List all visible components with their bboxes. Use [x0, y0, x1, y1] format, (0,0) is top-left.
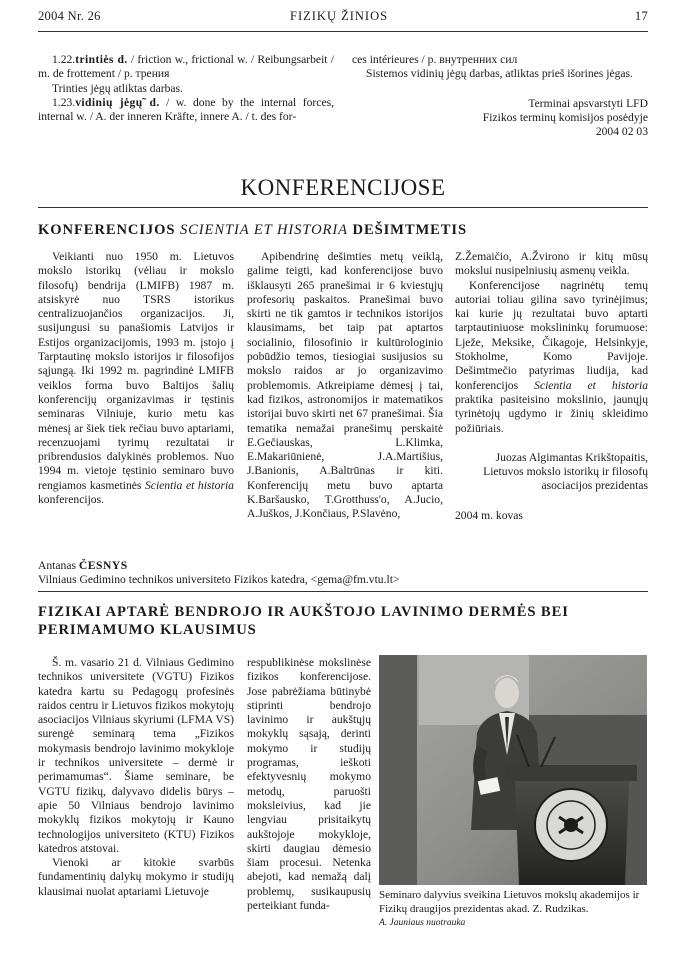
issue-label: 2004 Nr. 26 — [38, 9, 101, 23]
paragraph: Š. m. vasario 21 d. Vilniaus Gedimino technikos universitete (VGTU) Fizikos katedra kartu su Pedagogų profesinės raidos centru ir Lietuvos fizikos mokytojų asociacijos Vilniaus skyriumi (LFMA VS) surengė seminarą tema „Fizikos mokymasis bendrojo lavinimo mokykloje ir technikos universitete – dermė ir perimamumas“. Šiame seminare, be VGTU fizikų, dalyvavo didelis būrys – apie 50 Vilniaus bendrojo lavinimo mokyklų fizikos mokytojų ir Kauno technologijos universiteto (KTU) Fizikos katedros atstovai. — [38, 656, 234, 855]
journal-title: FIZIKŲ ŽINIOS — [290, 9, 389, 23]
entry-definition: Sistemos vidinių jėgų darbas, atliktas prieš išorines jėgas. — [366, 67, 633, 81]
paragraph — [455, 279, 648, 436]
author-last-name: ČESNYS — [78, 559, 128, 572]
section-title: KONFERENCIJOSE — [240, 175, 446, 200]
paragraph: Z.Žemaičio, A.Žvirono ir kitų mūsų mokslui nusipelniusių asmenų veikla. — [455, 250, 648, 278]
paragraph — [38, 250, 234, 507]
photo-illustration — [379, 655, 647, 885]
italic-term: Scientia et historia — [145, 478, 234, 492]
signature — [455, 451, 648, 494]
article2-column-2 — [247, 656, 371, 913]
author-first-name: Antanas — [38, 559, 76, 572]
paragraph-text: Konferencijose nagrinėtų temų autoriai toliau gilina savo tyrinėjimus; kai kurie jų rezultatai buvo aptarti tarptautiniuose mokslininkų forumuose: Lježe, Meksike, Čikagoje, Helsinkyje, Stokholme, Komo Pavijoje. Dešimtmečio patyrimas liudija, kad konferencijos — [455, 278, 648, 392]
glossary-entry-1-23 — [38, 96, 334, 125]
entry-definition: Trinties jėgų atliktas darbas. — [52, 81, 183, 95]
entry-number: 1.22. — [52, 53, 76, 66]
article-title — [38, 221, 648, 239]
glossary-entry-1-22 — [38, 53, 334, 82]
entry-translations: / friction w., frictional w. / Reibungsarbeit / m. de frottement / p. трения — [38, 53, 334, 81]
header-rule — [38, 31, 648, 32]
signature-line: asociacijos prezidentas — [541, 479, 648, 493]
glossary-right — [352, 53, 648, 139]
seminar-photo — [379, 655, 647, 885]
page-number: 17 — [634, 9, 648, 23]
paragraph: Vienoki ar kitokie svarbūs fundamentinių dalykų mokymo ir studijų klausimai nuolat aptariami Lietuvoje — [38, 856, 234, 898]
title-line: FIZIKAI APTARĖ BENDROJO IR AUKŠTOJO LAVINIMO DERMĖS BEI — [38, 604, 569, 620]
article2-title — [38, 603, 648, 639]
title-part: DEŠIMTMETIS — [347, 222, 468, 238]
approval-note — [352, 97, 648, 140]
signature-name: Juozas Algimantas Krikštopaitis, — [495, 450, 648, 464]
entry-continuation: ces intérieures / p. внутренних сил — [352, 53, 518, 66]
paragraph: Apibendrinę dešimties metų veiklą, galime teigti, kad konferencijose buvo išklausyti 265 pranešimai ir 6 kviestųjų profesorių paskaitos. Pranešimai buvo skirti ne tik gamtos ir technikos istorijos klausimams, bet taip pat aptartos socialinio, filosofinio ir kultūrologinio pobūdžio temos, tiesiogiai susijusios su mokslo raidos ar jo organizavimo problemomis. Atkreipiame dėmesį į tai, kad fizikos, astronomijos ir matematikos istorijai buvo skirti net 67 pranešimai. Šia tematika nemažai pranešimų perskaitė E.Gečiauskas, L.Klimka, E.Makariūnienė, J.A.Martišius, J.Banionis, A.Baltrūnas ir kiti. Konferencijų metu buvo aptarta K.Baršausko, T.Grotthuss'o, A.Jucio, A.Juškos, J.Končiaus, P.Slavėno, — [247, 250, 443, 521]
entry-pos: d. — [142, 95, 160, 109]
entry-translations: / w. done by the internal forces, internal w. / A. der inneren Kräfte, innere A. / t. des for- — [38, 95, 334, 124]
italic-term: Scientia et historia — [534, 378, 648, 392]
glossary-left — [38, 53, 334, 124]
author-affiliation: Vilniaus Gedimino technikos universiteto Fizikos katedra, <gema@fm.vtu.lt> — [38, 573, 400, 586]
article1-column-3 — [455, 250, 648, 523]
entry-term: trintiės — [75, 53, 114, 66]
paragraph-end: praktika pasiteisino mokslinio, jaunųjų tyrinėtojų ugdymo ir žinių skleidimo požiūriais. — [455, 392, 648, 435]
entry-number: 1.23. — [52, 95, 76, 109]
title-part: KONFERENCIJOS — [38, 222, 180, 238]
article-separator — [38, 591, 648, 592]
entry-pos: d. — [113, 53, 128, 66]
approval-line: Fizikos terminų komisijos posėdyje — [482, 110, 648, 124]
title-italic: SCIENTIA ET HISTORIA — [179, 222, 348, 238]
signature-line: Lietuvos mokslo istorikų ir filosofų — [483, 465, 648, 479]
photo-credit: A. Jauniaus nuotrauka — [379, 918, 466, 928]
title-line: PERIMAMUMO KLAUSIMUS — [38, 622, 257, 638]
article2-column-1 — [38, 656, 234, 899]
author-line — [38, 559, 128, 573]
article1-column-1 — [38, 250, 234, 507]
photo-caption: Seminaro dalyvius sveikina Lietuvos mokslų akademijos ir Fizikų draugijos prezidentas akad. Z. Rudzikas. — [379, 889, 640, 915]
paragraph: respublikinėse mokslinėse fizikos konferencijose. Jose pabrėžiama būtinybė stiprinti bendrojo lavinimo ir aukštųjų mokyklų sąsają, derinti mokymo ir studijų programas, ieškoti efektyvesnių mokymo metodų, paruošti moksleivius, kad jie lengviau prisitaikytų aukštojoje mokykloje, skirti daugiau dėmesio šiam procesui. Netenka abejoti, kad nemažą dalį problemų, susikaupusių perteikiant funda- — [247, 656, 371, 913]
paragraph-text: Veikianti nuo 1950 m. Lietuvos mokslo istorikų (vėliau ir mokslo filosofų) bendrija (LMIFB) 1987 m. atsiskyrė nuo TSRS istorikus centralizuojančios organizacijos. Ji, susijungusi su panašiomis Latvijos ir Estijos organizacijomis, 1993 m. įstojo į Tarptautinę mokslo istorijos ir filosofijos sąjungą. Iki 1992 m. pagrindinė LMIFB veiklos forma buvo Baltijos šalių konferencijų organizavimas ir tęstinis seminaras Vilniuje, kurio metu kas mėnesį ar šiek tiek rečiau buvo aptariami, recenzuojami tyrimų rezultatai ir pribrendusios dalykinės problemos. Nuo 1994 m. vietoje tęstinio seminaro buvo rengiamos kasmetinės — [38, 250, 234, 492]
article1-column-2 — [247, 250, 443, 522]
article-date: 2004 m. kovas — [455, 508, 523, 522]
entry-term: vidinių jėgų̃ — [75, 95, 143, 109]
paragraph-end: konferencijos. — [38, 493, 104, 507]
approval-line: Terminai apsvarstyti LFD — [528, 96, 648, 110]
section-rule — [38, 207, 648, 208]
approval-date: 2004 02 03 — [595, 125, 648, 139]
